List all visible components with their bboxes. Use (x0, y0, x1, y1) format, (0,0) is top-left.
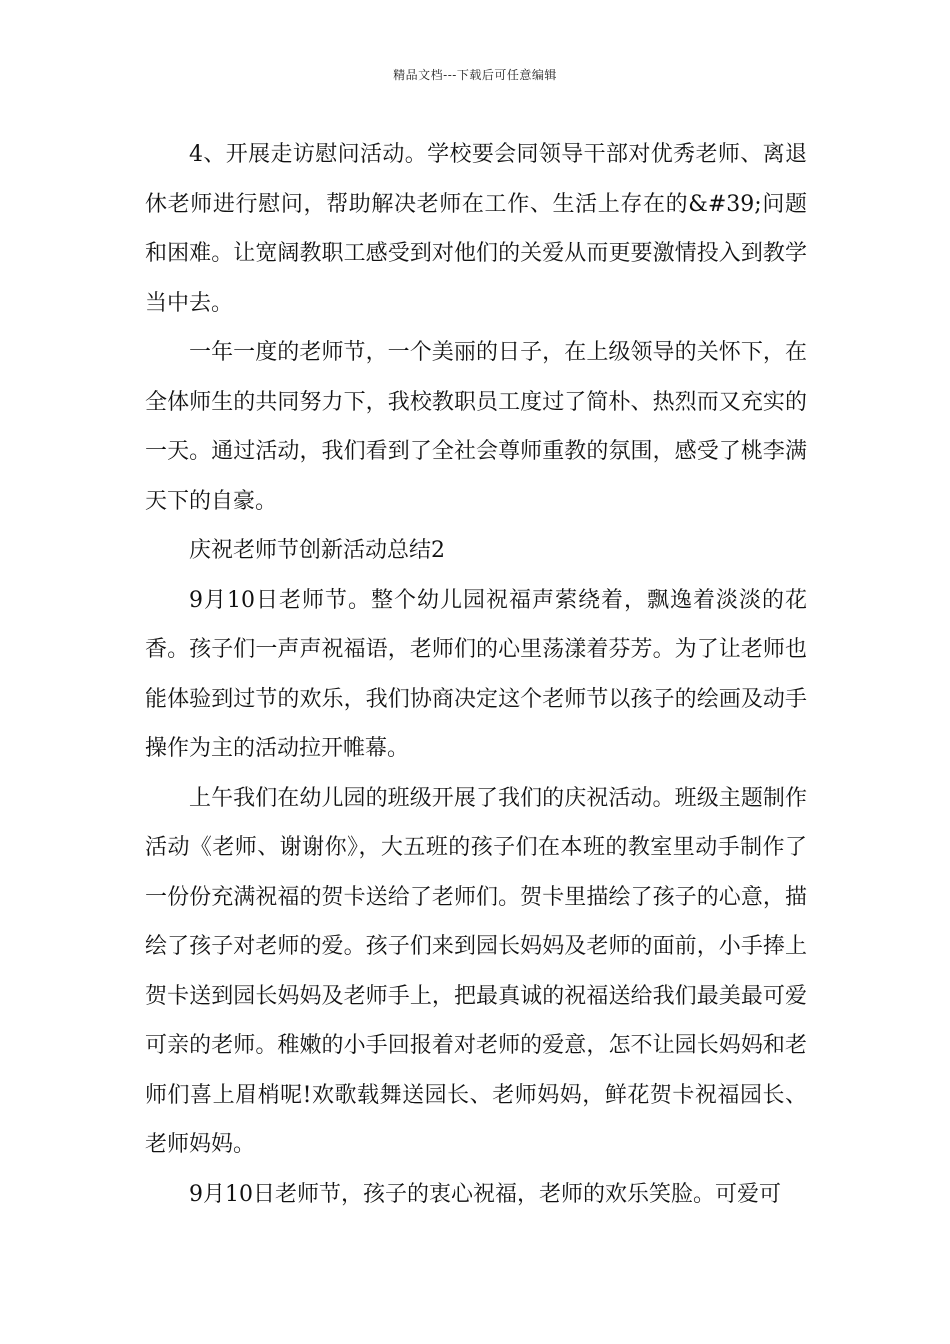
paragraph-teachers-day-summary: 一年一度的老师节，一个美丽的日子，在上级领导的关怀下，在全体师生的共同努力下，我校教职员工度过了简朴、热烈而又充实的一天。通过活动，我们看到了全社会尊师重教的氛围，感受了桃李满天下的自豪。 (145, 340, 807, 514)
page-header: 精品文档---下载后可任意编辑 (393, 68, 557, 82)
section-heading: 庆祝老师节创新活动总结2 (189, 538, 445, 563)
paragraph-morning-activity: 上午我们在幼儿园的班级开展了我们的庆祝活动。班级主题制作活动《老师、谢谢你》，大五班的孩子们在本班的教室里动手制作了一份份充满祝福的贺卡送给了老师们。贺卡里描绘了孩子的心意，描绘了孩子对老师的爱。孩子们来到园长妈妈及老师的面前，小手捧上贺卡送到园长妈妈及老师手上，把最真诚的祝福送给我们最美最可爱可亲的老师。稚嫩的小手回报着对老师的爱意，怎不让园长妈妈和老师们喜上眉梢呢!欢歌载舞送园长、老师妈妈，鲜花贺卡祝福园长、老师妈妈。 (145, 785, 807, 1157)
paragraph-continued: 9月10日老师节，孩子的衷心祝福，老师的欢乐笑脸。可爱可 (189, 1181, 781, 1207)
document-body (145, 130, 807, 1219)
paragraph-visit-activity: 4、开展走访慰问活动。学校要会同领导干部对优秀老师、离退休老师进行慰问，帮助解决老师在工作、生活上存在的&#39;问题和困难。让宽阔教职工感受到对他们的关爱从而更要激情投入到教学当中去。 (145, 142, 807, 316)
paragraph-sept-10: 9月10日老师节。整个幼儿园祝福声萦绕着，飘逸着淡淡的花香。孩子们一声声祝福语，老师们的心里荡漾着芬芳。为了让老师也能体验到过节的欢乐，我们协商决定这个老师节以孩子的绘画及动手操作为主的活动拉开帷幕。 (145, 587, 807, 761)
